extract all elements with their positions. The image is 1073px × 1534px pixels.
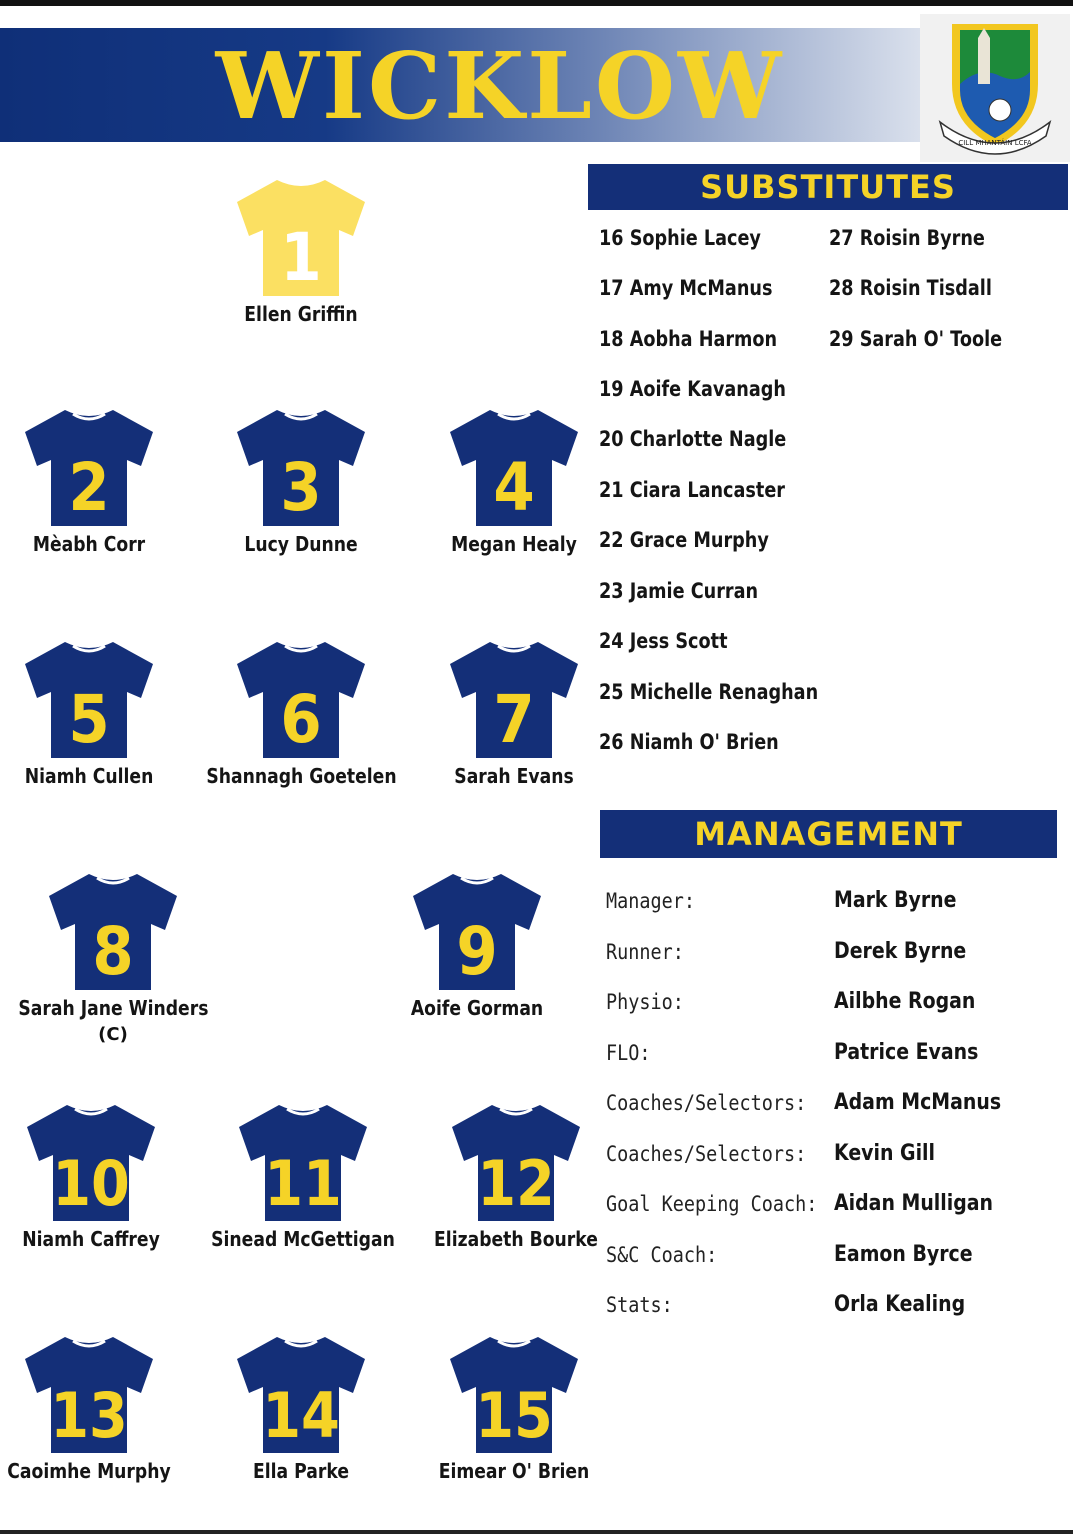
player-name: Niamh Caffrey — [22, 1227, 160, 1251]
bottom-border — [0, 1530, 1073, 1534]
substitute-item: 19 Aoife Kavanagh — [599, 377, 786, 401]
jersey-number: 11 — [264, 1147, 342, 1220]
player-name: Mèabh Corr — [32, 532, 146, 556]
management-name: Mark Byrne — [834, 888, 957, 913]
substitute-item: 28 Roisin Tisdall — [829, 276, 992, 300]
player-name: Sarah Jane Winders — [18, 996, 209, 1020]
jersey-icon — [235, 638, 367, 760]
jersey-icon — [411, 870, 543, 992]
jersey-number: 7 — [493, 681, 535, 758]
player-7 — [404, 638, 624, 788]
management-role: FLO: — [606, 1040, 651, 1065]
jersey-number: 12 — [477, 1147, 555, 1220]
jersey-icon — [448, 406, 580, 528]
jersey-number: 13 — [50, 1379, 128, 1452]
management-role: Coaches/Selectors: — [606, 1091, 807, 1115]
player-8 — [3, 870, 223, 1045]
substitute-item: 24 Jess Scott — [599, 629, 728, 653]
management-role: S&C Coach: — [606, 1242, 718, 1267]
substitute-item: 22 Grace Murphy — [599, 528, 769, 552]
management-name: Eamon Byrce — [834, 1241, 973, 1267]
player-name: Niamh Cullen — [24, 764, 154, 788]
player-14 — [191, 1333, 411, 1483]
player-13 — [0, 1333, 199, 1483]
jersey-number: 5 — [68, 681, 110, 758]
jersey-icon — [450, 1101, 582, 1223]
management-name: Ailbhe Rogan — [834, 989, 976, 1014]
substitute-item: 27 Roisin Byrne — [829, 226, 985, 250]
management-role: Physio: — [606, 990, 684, 1014]
management-name: Orla Kealing — [834, 1292, 966, 1317]
player-name: Eimear O' Brien — [438, 1459, 590, 1483]
jersey-number: 4 — [493, 449, 535, 526]
management-name: Derek Byrne — [834, 938, 967, 964]
jersey-number: 8 — [92, 913, 134, 990]
substitute-item: 17 Amy McManus — [599, 276, 773, 300]
jersey-icon — [47, 870, 179, 992]
county-crest — [920, 14, 1070, 162]
management-role: Coaches/Selectors: — [606, 1141, 807, 1166]
substitute-item: 20 Charlotte Nagle — [599, 427, 787, 451]
management-name: Aidan Mulligan — [834, 1191, 994, 1216]
jersey-number: 9 — [456, 913, 498, 990]
player-name: Shannagh Goetelen — [206, 764, 397, 788]
player-10 — [0, 1101, 201, 1251]
jersey-number: 2 — [68, 449, 110, 526]
management-name: Adam McManus — [834, 1090, 1002, 1115]
player-1 — [191, 176, 411, 326]
player-name: Sinead McGettigan — [211, 1227, 395, 1251]
management-name: Kevin Gill — [834, 1140, 936, 1166]
jersey-icon — [237, 1101, 369, 1223]
jersey-number: 3 — [280, 449, 322, 526]
jersey-number: 6 — [280, 681, 322, 758]
management-role: Runner: — [606, 939, 684, 964]
management-heading: MANAGEMENT — [600, 810, 1057, 858]
player-name: Megan Healy — [451, 532, 577, 556]
jersey-icon — [23, 406, 155, 528]
jersey-number: 14 — [262, 1379, 340, 1452]
player-5 — [0, 638, 199, 788]
substitute-item: 25 Michelle Renaghan — [599, 680, 819, 704]
substitutes-heading: SUBSTITUTES — [588, 164, 1068, 210]
svg-text:CILL MHANTÁIN LCFA: CILL MHANTÁIN LCFA — [958, 139, 1032, 147]
jersey-icon — [25, 1101, 157, 1223]
jersey-icon — [448, 1333, 580, 1455]
player-12 — [406, 1101, 626, 1251]
jersey-icon — [235, 1333, 367, 1455]
player-4 — [404, 406, 624, 556]
management-role: Manager: — [606, 889, 696, 913]
jersey-icon — [448, 638, 580, 760]
jersey-icon — [23, 638, 155, 760]
player-name: Elizabeth Bourke — [434, 1227, 598, 1251]
captain-mark: (C) — [98, 1024, 128, 1045]
top-border — [0, 0, 1073, 6]
player-name: Ella Parke — [252, 1459, 349, 1483]
player-11 — [193, 1101, 413, 1251]
player-9 — [367, 870, 587, 1020]
player-2 — [0, 406, 199, 556]
jersey-number: 1 — [280, 219, 322, 296]
management-role: Goal Keeping Coach: — [606, 1192, 818, 1216]
player-name: Ellen Griffin — [244, 302, 358, 326]
player-name: Lucy Dunne — [244, 532, 358, 556]
substitute-item: 21 Ciara Lancaster — [599, 478, 785, 502]
management-role: Stats: — [606, 1293, 673, 1317]
player-name: Caoimhe Murphy — [7, 1459, 171, 1483]
substitute-item: 26 Niamh O' Brien — [599, 730, 779, 754]
player-3 — [191, 406, 411, 556]
jersey-icon — [235, 176, 367, 298]
player-name: Aoife Gorman — [410, 996, 544, 1020]
jersey-number: 15 — [475, 1379, 553, 1452]
management-name: Patrice Evans — [834, 1039, 979, 1065]
substitute-item: 18 Aobha Harmon — [599, 327, 778, 351]
jersey-icon — [23, 1333, 155, 1455]
team-title: WICKLOW — [215, 32, 785, 140]
substitute-item: 23 Jamie Curran — [599, 579, 759, 603]
player-name: Sarah Evans — [454, 764, 574, 788]
player-15 — [404, 1333, 624, 1483]
substitute-item: 16 Sophie Lacey — [599, 226, 761, 250]
jersey-icon — [235, 406, 367, 528]
substitute-item: 29 Sarah O' Toole — [829, 327, 1003, 351]
player-6 — [191, 638, 411, 788]
jersey-number: 10 — [52, 1147, 130, 1220]
